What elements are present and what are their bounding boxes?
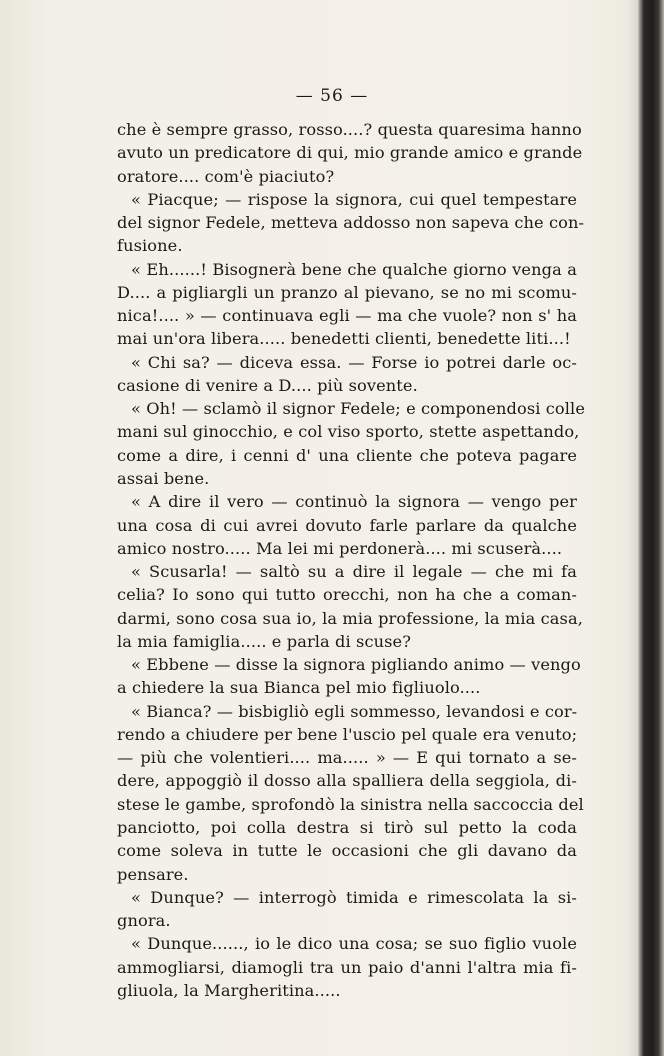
text-line: « Dunque......, io le dico una cosa; se suo figlio vuole bbox=[131, 934, 577, 954]
body-text bbox=[117, 118, 586, 1002]
text-line: oratore.... com'è piaciuto? bbox=[117, 166, 335, 186]
text-line: del signor Fedele, metteva addosso non sapeva che con- bbox=[117, 213, 585, 233]
text-line: ammogliarsi, diamogli tra un paio d'anni l'altra mia fi- bbox=[117, 957, 577, 977]
text-line: pensare. bbox=[117, 864, 189, 884]
text-line: gliuola, la Margheritina..... bbox=[117, 980, 341, 1000]
text-line: « Bianca? — bisbigliò egli sommesso, levandosi e cor- bbox=[131, 701, 578, 721]
text-line: « Eh......! Bisognerà bene che qualche giorno venga a bbox=[131, 259, 577, 279]
text-line: gnora. bbox=[117, 911, 171, 931]
text-line: come soleva in tutte le occasioni che gli davano da bbox=[117, 841, 577, 861]
text-line: stese le gambe, sprofondò la sinistra nella saccoccia del bbox=[117, 794, 584, 814]
text-line: « Chi sa? — diceva essa. — Forse io potrei darle oc- bbox=[131, 352, 577, 372]
text-line: mai un'ora libera..... benedetti clienti, benedette liti...! bbox=[117, 329, 571, 349]
text-line: come a dire, i cenni d' una cliente che poteva pagare bbox=[117, 445, 577, 465]
text-line: casione di venire a D.... più sovente. bbox=[117, 375, 418, 395]
text-line: una cosa di cui avrei dovuto farle parlare da qualche bbox=[117, 515, 577, 535]
text-line: « Piacque; — rispose la signora, cui quel tempestare bbox=[131, 189, 577, 209]
text-line: fusione. bbox=[117, 236, 183, 256]
text-line: a chiedere la sua Bianca pel mio figliuolo.... bbox=[117, 678, 481, 698]
page-edge-strip bbox=[638, 0, 664, 1056]
text-line: — più che volentieri.... ma..... » — E qui tornato a se- bbox=[117, 748, 577, 768]
text-line: darmi, sono cosa sua io, la mia professione, la mia casa, bbox=[117, 608, 583, 628]
text-line: celia? Io sono qui tutto orecchi, non ha che a coman- bbox=[117, 585, 577, 605]
text-line: mani sul ginocchio, e col viso sporto, stette aspettando, bbox=[117, 422, 580, 442]
text-line: « A dire il vero — continuò la signora — vengo per bbox=[131, 492, 577, 512]
text-line: « Scusarla! — saltò su a dire il legale — che mi fa bbox=[131, 562, 577, 582]
text-line: dere, appoggiò il dosso alla spalliera della seggiola, di- bbox=[117, 771, 577, 791]
text-line: « Ebbene — disse la signora pigliando animo — vengo bbox=[131, 655, 581, 675]
text-line: avuto un predicatore di qui, mio grande amico e grande bbox=[117, 143, 583, 163]
text-line: panciotto, poi colla destra si tirò sul petto la coda bbox=[117, 817, 577, 837]
text-line: D.... a pigliargli un pranzo al pievano, se no mi scomu- bbox=[117, 282, 577, 302]
text-line: « Dunque? — interrogò timida e rimescolata la si- bbox=[131, 887, 577, 907]
text-line: amico nostro..... Ma lei mi perdonerà.... mi scuserà.... bbox=[117, 538, 563, 558]
text-line: rendo a chiudere per bene l'uscio pel quale era venuto; bbox=[117, 724, 578, 744]
text-line: assai bene. bbox=[117, 468, 210, 488]
text-line: nica!.... » — continuava egli — ma che vuole? non s' ha bbox=[117, 306, 577, 326]
page-gutter-shadow bbox=[626, 0, 638, 1056]
text-line: che è sempre grasso, rosso....? questa quaresima hanno bbox=[117, 120, 582, 139]
text-line: « Oh! — sclamò il signor Fedele; e componendosi colle bbox=[131, 399, 586, 419]
text-line: la mia famiglia..... e parla di scuse? bbox=[117, 631, 412, 651]
page-number: — 56 — bbox=[295, 86, 369, 106]
